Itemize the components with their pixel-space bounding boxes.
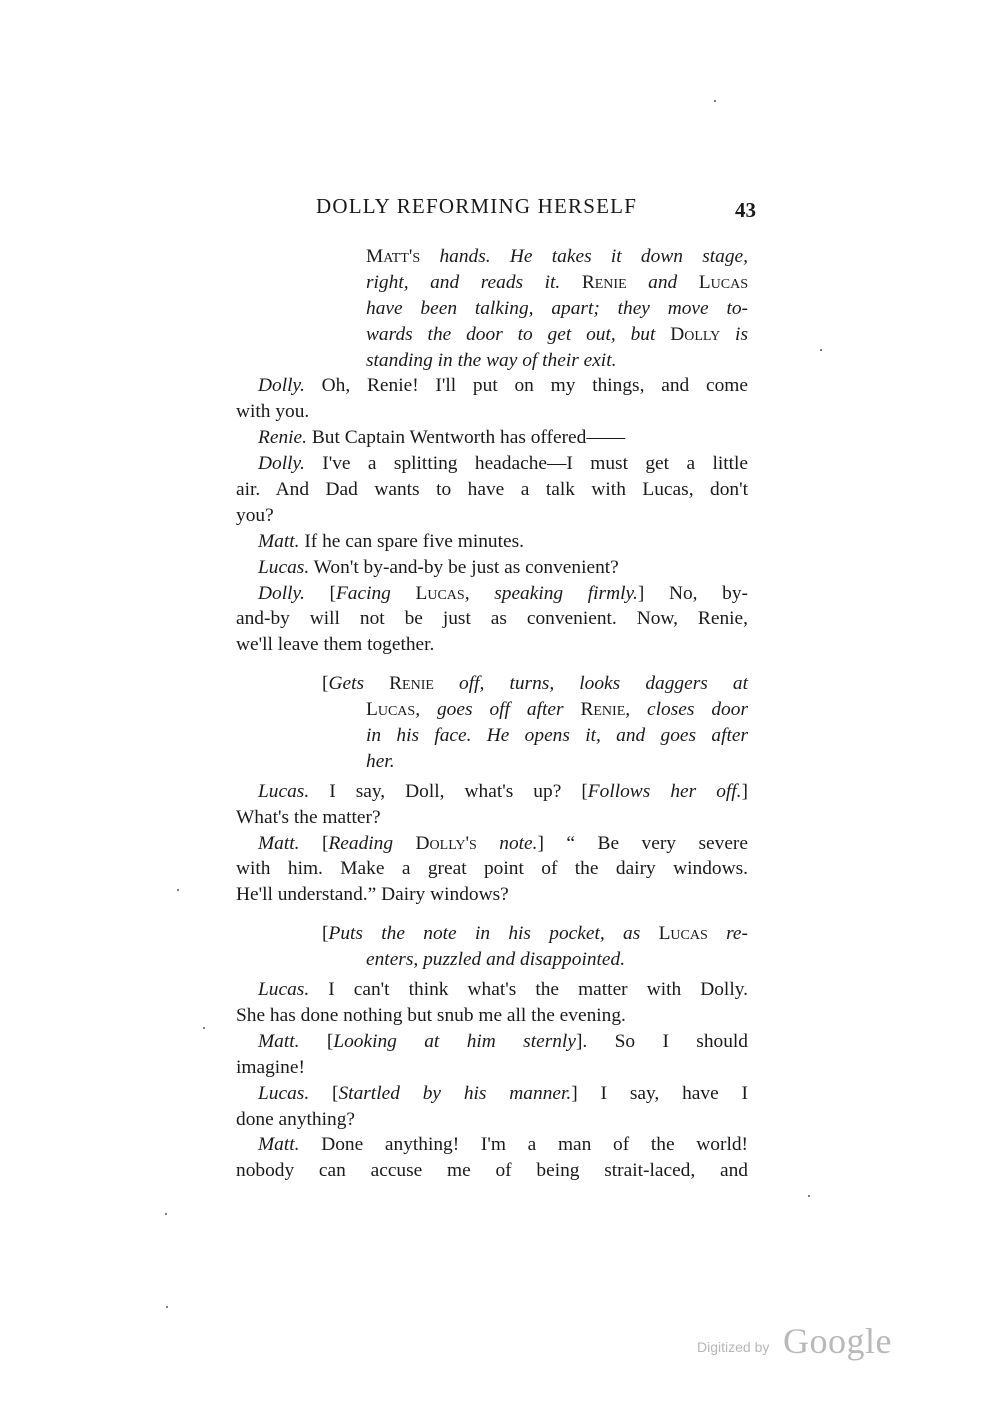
scan-speck	[714, 100, 716, 102]
dialogue-line: done anything?	[236, 1108, 356, 1130]
speaker-name: Renie.	[258, 427, 307, 449]
stage-direction-line: have been talking, apart; they move to-	[366, 297, 748, 319]
dialogue-line: we'll leave them together.	[236, 634, 435, 656]
digitized-watermark	[697, 1320, 903, 1370]
dialogue-line: What's the matter?	[236, 806, 381, 828]
speaker-name: Dolly.	[258, 582, 305, 604]
dialogue-line: you?	[236, 504, 274, 526]
stage-direction-line: Lucas, goes off after Renie, closes door	[366, 699, 748, 721]
stage-direction-line: wards the door to get out, but Dolly is	[366, 323, 748, 345]
dialogue-line: Matt. If he can spare five minutes.	[258, 530, 525, 552]
dialogue-line: imagine!	[236, 1056, 305, 1078]
dialogue-line: Lucas. I say, Doll, what's up? [Follows her off.]	[258, 780, 748, 802]
dialogue-line: Matt. [Reading Dolly's note.] “ Be very severe	[258, 832, 748, 854]
stage-direction-line: standing in the way of their exit.	[366, 349, 617, 371]
speaker-name: Lucas.	[258, 979, 310, 1001]
speaker-name: Matt.	[258, 530, 300, 552]
stage-direction-line: her.	[366, 750, 395, 772]
scan-speck	[177, 889, 179, 891]
scan-speck	[165, 1213, 167, 1215]
dialogue-line: air. And Dad wants to have a talk with Lucas, don't	[236, 479, 748, 501]
speaker-name: Dolly.	[258, 375, 305, 397]
dialogue-line: Lucas. [Startled by his manner.] I say, have I	[258, 1082, 748, 1104]
play-text	[236, 244, 748, 1184]
speaker-name: Matt.	[258, 832, 300, 854]
dialogue-line: and-by will not be just as convenient. Now, Renie,	[236, 608, 748, 630]
speaker-name: Lucas.	[258, 556, 310, 578]
dialogue-line: Matt. [Looking at him sternly]. So I should	[258, 1030, 749, 1052]
stage-direction-line: enters, puzzled and disappointed.	[366, 949, 626, 971]
dialogue-line: Dolly. [Facing Lucas, speaking firmly.] No, by-	[258, 582, 748, 604]
scan-speck	[203, 1027, 205, 1029]
speaker-name: Lucas.	[258, 780, 310, 802]
stage-direction-line: Matt's hands. He takes it down stage,	[366, 246, 748, 267]
dialogue-line: Matt. Done anything! I'm a man of the world!	[258, 1134, 748, 1156]
dialogue-line: Dolly. Oh, Renie! I'll put on my things, and come	[258, 375, 748, 397]
stage-direction-line: right, and reads it. Renie and Lucas	[366, 271, 748, 293]
scan-speck	[808, 1195, 810, 1197]
dialogue-line: She has done nothing but snub me all the evening.	[236, 1004, 626, 1026]
dialogue-line: with you.	[236, 401, 310, 423]
dialogue-line: Lucas. I can't think what's the matter with Dolly.	[258, 979, 748, 1001]
speaker-name: Matt.	[258, 1030, 300, 1052]
page-header	[316, 194, 756, 228]
digitized-by-label: Digitized by	[697, 1339, 770, 1355]
dialogue-line: nobody can accuse me of being strait-laced, and	[236, 1160, 748, 1182]
dialogue-line: Renie. But Captain Wentworth has offered——	[258, 427, 626, 449]
dialogue-line: He'll understand.” Dairy windows?	[236, 884, 509, 906]
google-logo: Google	[783, 1321, 892, 1361]
stage-direction-line: in his face. He opens it, and goes after	[366, 725, 748, 747]
dialogue-line: Lucas. Won't by-and-by be just as convenient?	[258, 556, 619, 578]
speaker-name: Matt.	[258, 1134, 300, 1156]
running-title: DOLLY REFORMING HERSELF	[316, 194, 638, 218]
dialogue-line: Dolly. I've a splitting headache—I must get a little	[258, 453, 748, 475]
scan-speck	[820, 349, 822, 351]
scan-speck	[166, 1306, 168, 1308]
speaker-name: Dolly.	[258, 453, 305, 475]
dialogue-line: with him. Make a great point of the dairy windows.	[236, 858, 748, 880]
speaker-name: Lucas.	[258, 1082, 310, 1104]
stage-direction-line: [Puts the note in his pocket, as Lucas re-	[322, 923, 748, 945]
page-number: 43	[735, 198, 756, 222]
stage-direction-line: [Gets Renie off, turns, looks daggers at	[322, 673, 748, 695]
